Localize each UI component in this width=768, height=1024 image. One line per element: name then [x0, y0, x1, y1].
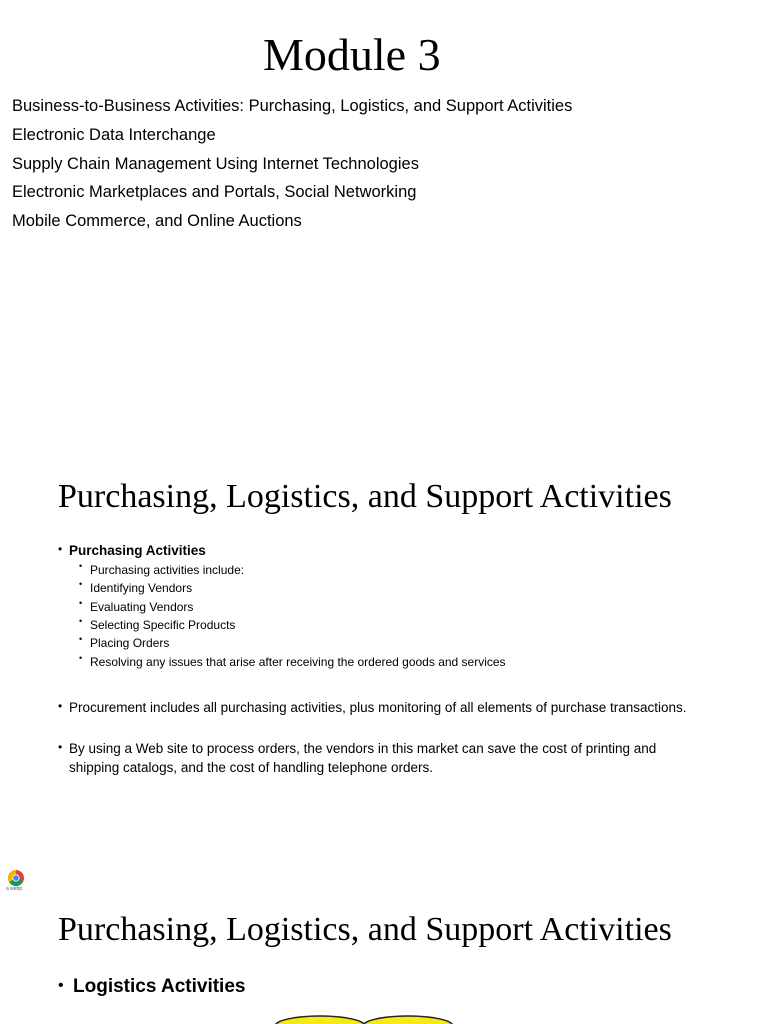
bullet-icon: • [79, 598, 83, 608]
sub-item: Purchasing activities include: [90, 563, 245, 577]
module-title: Module 3 [263, 29, 441, 80]
topic-item: Supply Chain Management Using Internet Technologies [12, 155, 419, 173]
bullet-icon: • [79, 616, 83, 626]
topic-item: Electronic Marketplaces and Portals, Social Networking [12, 183, 417, 201]
watermark-caption: a webp [6, 886, 23, 892]
bullet-icon: • [58, 977, 64, 994]
sub-item: Placing Orders [90, 636, 170, 650]
paragraph: Procurement includes all purchasing activities, plus monitoring of all elements of purchase transactions. [69, 700, 687, 715]
topic-item: Mobile Commerce, and Online Auctions [12, 212, 302, 230]
topic-item: Electronic Data Interchange [12, 126, 216, 144]
slide-title: Purchasing, Logistics, and Support Activities [58, 911, 672, 948]
bullet-icon: • [58, 699, 63, 713]
bullet-icon: • [79, 634, 83, 644]
logistics-diagram [250, 1010, 480, 1024]
sub-item: Selecting Specific Products [90, 618, 236, 632]
section-heading: Logistics Activities [73, 976, 246, 997]
section-heading: Purchasing Activities [69, 543, 206, 558]
bullet-icon: • [79, 579, 83, 589]
sub-item: Evaluating Vendors [90, 600, 194, 614]
bullet-icon: • [58, 542, 63, 556]
bullet-icon: • [79, 653, 83, 663]
sub-item: Resolving any issues that arise after receiving the ordered goods and services [90, 655, 506, 669]
sub-item: Identifying Vendors [90, 581, 193, 595]
bullet-icon: • [58, 740, 63, 754]
topic-item: Business-to-Business Activities: Purchasing, Logistics, and Support Activities [12, 97, 573, 115]
bullet-icon: • [79, 561, 83, 571]
paragraph: By using a Web site to process orders, the vendors in this market can save the cost of printing and shipping catalogs, and the cost of handling telephone orders. [69, 741, 657, 775]
slide-title: Purchasing, Logistics, and Support Activities [58, 478, 672, 515]
